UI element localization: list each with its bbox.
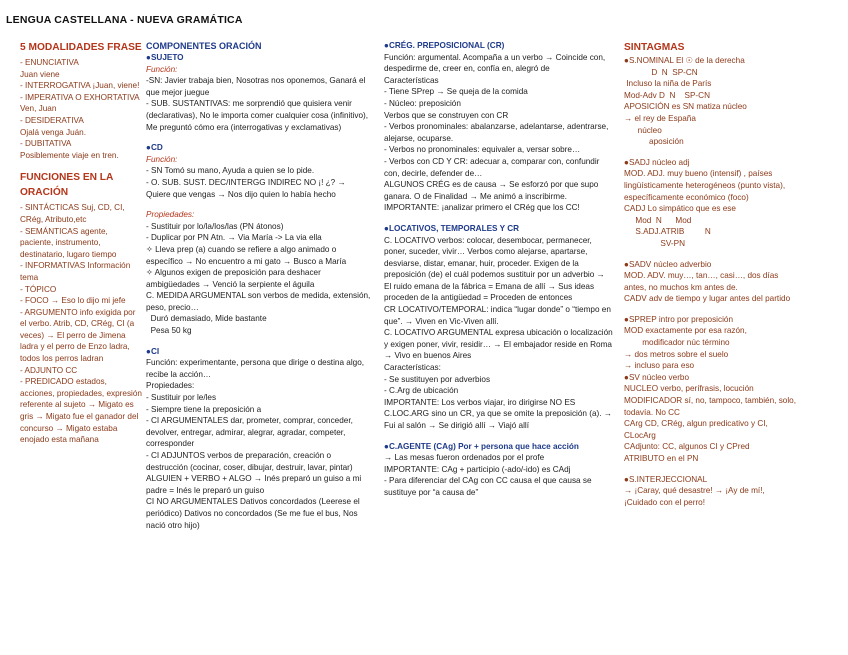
text-line: - Sustituir por lo/la/los/las (PN átonos): [146, 221, 284, 231]
column-componentes: [146, 40, 372, 531]
text-line: Ojalá venga Juán.: [20, 127, 86, 137]
text-line: Función: experimentante, persona que dirige o destina algo, recibe la acción…: [146, 358, 367, 379]
text-line: Juan viene: [20, 69, 60, 79]
text-line: Mod N Mod: [624, 215, 692, 225]
text-line: → el rey de España: [624, 113, 696, 123]
text-line: S.ADJ.ATRIB N: [624, 227, 711, 237]
text-line: ●SADV núcleo adverbio: [624, 259, 712, 269]
text-line: - SN Tomó su mano, Ayuda a quien se lo pide.: [146, 166, 315, 176]
column-complementos: [384, 40, 614, 499]
text-line: - SEMÁNTICAS agente, paciente, instrumento, destinatario, lugaro tiempo: [20, 226, 117, 259]
text-line: Propiedades:: [146, 381, 195, 391]
text-line: - DESIDERATIVA: [20, 115, 84, 125]
text-line: - Duplicar por PN Atn. → Via María -> La via ella: [146, 233, 322, 243]
text-line: Función: argumental. Acompaña a un verbo → Coincide con, despedirme de, creer en, confía en, alegró de: [384, 52, 608, 74]
text-line: Verbos que se construyen con CR: [384, 110, 509, 120]
text-line: MODIFICADOR sí, no, tampoco, también, solo, todavía. No CC: [624, 396, 799, 417]
text-line: → ¡Caray, qué desastre! → ¡Ay de mí!, ¡Cuidado con el perro!: [624, 486, 768, 507]
text-line: ATRIBUTO en el PN: [624, 454, 699, 463]
sintagmas-heading: SINTAGMAS: [624, 42, 685, 53]
text-line: - TÓPICO: [20, 284, 57, 294]
text-line: - PREDICADO estados, acciones, propiedades, expresión referente al sujeto → Migato es gris → Migato fue el ganador del concurso → Migato estaba enojado esta mañana: [20, 377, 145, 445]
text-line: núcleo: [624, 125, 662, 135]
text-line: Duró demasiado, Mide bastante: [146, 314, 267, 324]
text-line: C. LOCATIVO verbos: colocar, desembocar, permanecer, poner, suceder, vivir… Verbos como alejarse, apartarse, desviarse, distar, emanar, huir, proceder. Exigen de la preposición (de) el cuál podemos sustituir por un adverbio → El ruido emana de la fábrica = Emana de allí → Sus ideas proceden de la antigüedad = Proceden de entonces: [384, 235, 608, 303]
text-line: aposición: [624, 137, 684, 147]
text-line: C. LOCATIVO ARGUMENTAL expresa ubicación o localización y exigen poner, vivir, residir… → El embajador reside en Roma → Vivo en buenos Aires: [384, 328, 616, 361]
text-line: Incluso la niña de París: [624, 79, 712, 89]
text-line: Características: [384, 75, 439, 85]
text-line: ●S.INTERJECCIONAL: [624, 474, 708, 484]
text-line: MOD exactamente por esa razón,: [624, 326, 747, 336]
text-line: - SUB. SUSTANTIVAS: me sorprendió que quisiera venir (declarativas), No le importa comer cualquier cosa (infinitivo), Me preguntó cómo era (interrogativas y exclamativas): [146, 99, 371, 132]
text-line: - O. SUB. SUST. DEC/INTERGG INDIREC NO ¡! ¿? → Quiere que vengas → Nos dijo quien lo había hecho: [146, 177, 348, 199]
text-line: - ADJUNTO CC: [20, 365, 78, 375]
text-line: - Tiene SPrep → Se queja de la comida: [384, 87, 528, 97]
text-line: - INTERROGATIVA ¡Juan, viene!: [20, 81, 140, 91]
text-line: - Sustituir por le/les: [146, 393, 217, 403]
column-modalidades-funciones: [20, 40, 145, 446]
cd-funcion-label: Función:: [146, 154, 178, 164]
text-line: APOSICIÓN es SN matiza núcleo: [624, 102, 747, 112]
text-line: ●SV núcleo verbo: [624, 372, 690, 382]
sadv-list: [624, 259, 800, 305]
interjeccion-list: [624, 474, 800, 509]
document-title: LENGUA CASTELLANA - NUEVA GRAMÁTICA: [6, 14, 243, 26]
text-line: - Verbos no pronominales: equivaler a, versar sobre…: [384, 145, 581, 155]
propiedades-label: Propiedades:: [146, 210, 195, 220]
text-line: - ARGUMENTO info exigida por el verbo. Atrib, CD, CRég, CI (a veces) → El perro de Jimena ladra y el perro de Enzo ladra, todos los perros ladran: [20, 307, 138, 364]
cd-list: [146, 165, 372, 200]
text-line: -SN: Javier trabaja bien, Nosotras nos oponemos, Ganará el que mejor juegue: [146, 76, 368, 97]
text-line: Posiblemente viaje en tren.: [20, 150, 119, 160]
creg-list: [384, 52, 614, 214]
text-line: D N SP-CN: [624, 67, 698, 77]
text-line: MOD. ADV. muy…, tan…, casi…, dos días antes, no muchos km antes de.: [624, 271, 781, 292]
text-line: → incluso para eso: [624, 361, 695, 371]
text-line: CADJ Lo simpático que es ese: [624, 204, 736, 214]
sujeto-funcion-label: Función:: [146, 64, 178, 74]
text-line: CAdjunto: CC, algunos CI y CPred: [624, 442, 750, 452]
text-line: Características:: [384, 363, 441, 373]
text-line: SV-PN: [624, 238, 685, 248]
componentes-heading: COMPONENTES ORACIÓN: [146, 41, 262, 51]
text-line: - Para diferenciar del CAg con CC causa el que causa se sustituye por “a causa de”: [384, 476, 594, 497]
text-line: - C.Arg de ubicación: [384, 386, 459, 396]
agente-list: [384, 452, 614, 498]
sadj-list: [624, 157, 800, 250]
text-line: ●SADJ núcleo adj: [624, 157, 690, 167]
agente-title: ●C.AGENTE (CAg) Por + persona que hace acción: [384, 441, 579, 451]
funciones-list: [20, 202, 145, 445]
text-line: - Verbos con CD Y CR: adecuar a, comparar con, confundir con, decirle, defender de…: [384, 156, 602, 178]
sprep-sv-list: [624, 314, 800, 465]
text-line: IMPORTANTE: Los verbos viajar, iro dirigirse NO ES C.LOC.ARG sino un CR, ya que se omite la preposición (a). → Fui al salón → Se dirigió allí → Viajó allí: [384, 397, 615, 430]
text-line: - Verbos pronominales: abalanzarse, adelantarse, adentrarse, alejarse, ocuparse.: [384, 122, 611, 143]
text-line: CI NO ARGUMENTALES Dativos concordados (Leerese el periódico) Dativos no concordados (Se me fue el bus, Nos nació otro hijo): [146, 497, 362, 530]
sn-list: [624, 55, 800, 148]
text-line: Pesa 50 kg: [146, 326, 192, 336]
ci-title: ●CI: [146, 346, 160, 356]
text-line: - FOCO → Eso lo dijo mi jefe: [20, 296, 126, 306]
locativos-title: ●LOCATIVOS, TEMPORALES Y CR: [384, 223, 520, 233]
text-line: CArg CD, CRég, algun predicativo y CI, CLocArg: [624, 419, 771, 440]
text-line: ✧ Algunos exigen de preposición para deshacer ambigüedades → Venció la serpiente el águila: [146, 268, 324, 289]
text-line: NUCLEO verbo, perífrasis, locución: [624, 384, 754, 394]
text-line: - CI ARGUMENTALES dar, prometer, comprar, conceder, devolver, entregar, admirar, alegrar, agradar, competer, corresponder: [146, 416, 356, 449]
sujeto-list: [146, 75, 372, 133]
text-line: ●S.NOMINAL El ☉ de la derecha: [624, 56, 745, 65]
text-line: → dos metros sobre el suelo: [624, 349, 729, 359]
text-line: CADV adv de tiempo y lugar antes del partido: [624, 294, 791, 304]
text-line: ●SPREP intro por preposición: [624, 314, 734, 324]
text-line: - ENUNCIATIVA: [20, 58, 79, 67]
text-line: ALGUNOS CRÉG es de causa → Se esforzó por que supo ganara. O de Finalidad → Me animó a inscribirme. IMPORTANTE: ¡analizar primero el CRég que los CC!: [384, 180, 601, 213]
text-line: - IMPERATIVA O EXHORTATIVA: [20, 92, 140, 102]
creg-title: ●CRÉG. PREPOSICIONAL (CR): [384, 41, 505, 50]
text-line: - Núcleo: preposición: [384, 98, 461, 108]
text-line: - INFORMATIVAS Información tema: [20, 261, 133, 282]
cd-title: ●CD: [146, 143, 163, 153]
text-line: - Se sustituyen por adverbios: [384, 374, 491, 384]
text-line: Mod-Adv D N SP-CN: [624, 90, 710, 100]
propiedades-list: [146, 221, 372, 337]
text-line: - SINTÁCTICAS Suj, CD, CI, CRég, Atributo,etc: [20, 203, 127, 224]
funciones-heading: FUNCIONES EN LA ORACIÓN: [20, 172, 114, 199]
text-line: - Siempre tiene la preposición a: [146, 404, 262, 414]
text-line: → Las mesas fueron ordenados por el profe: [384, 453, 545, 463]
locativos-list: [384, 235, 614, 432]
text-line: CR LOCATIVO/TEMPORAL: indica “lugar donde” o “tiempo en que”. → Viven en Vic-Viven allí.: [384, 305, 614, 326]
text-line: MOD. ADJ. muy bueno (intensif) , países lingüísticamente heterogéneos (punto vista), específicamente económico (foco): [624, 169, 788, 202]
sujeto-title: ●SUJETO: [146, 53, 184, 62]
text-line: ✧ Lleva prep (a) cuando se refiere a algo animado o específico → No encuentro a mi gato → Busco a María: [146, 244, 347, 266]
text-line: C. MEDIDA ARGUMENTAL son verbos de medida, extensión, peso, precio…: [146, 291, 373, 312]
ci-list: [146, 357, 372, 531]
modalidades-list: [20, 57, 142, 161]
text-line: IMPORTANTE: CAg + participio (-ado/-ido) es CAdj: [384, 464, 571, 474]
text-line: - CI ADJUNTOS verbos de preparación, creación o destrucción (cocinar, coser, dibujar, destruir, lavar, pintar) ALGUIEN + VERBO + ALGO → Inés preparó un guiso a mi padre = Inés le preparó un guiso: [146, 451, 364, 495]
column-sintagmas: [624, 40, 800, 508]
text-line: modificador núc término: [624, 338, 730, 348]
modalidades-heading: 5 MODALIDADES FRASE: [20, 42, 142, 53]
text-line: Ven, Juan: [20, 104, 57, 114]
text-line: - DUBITATIVA: [20, 139, 72, 149]
